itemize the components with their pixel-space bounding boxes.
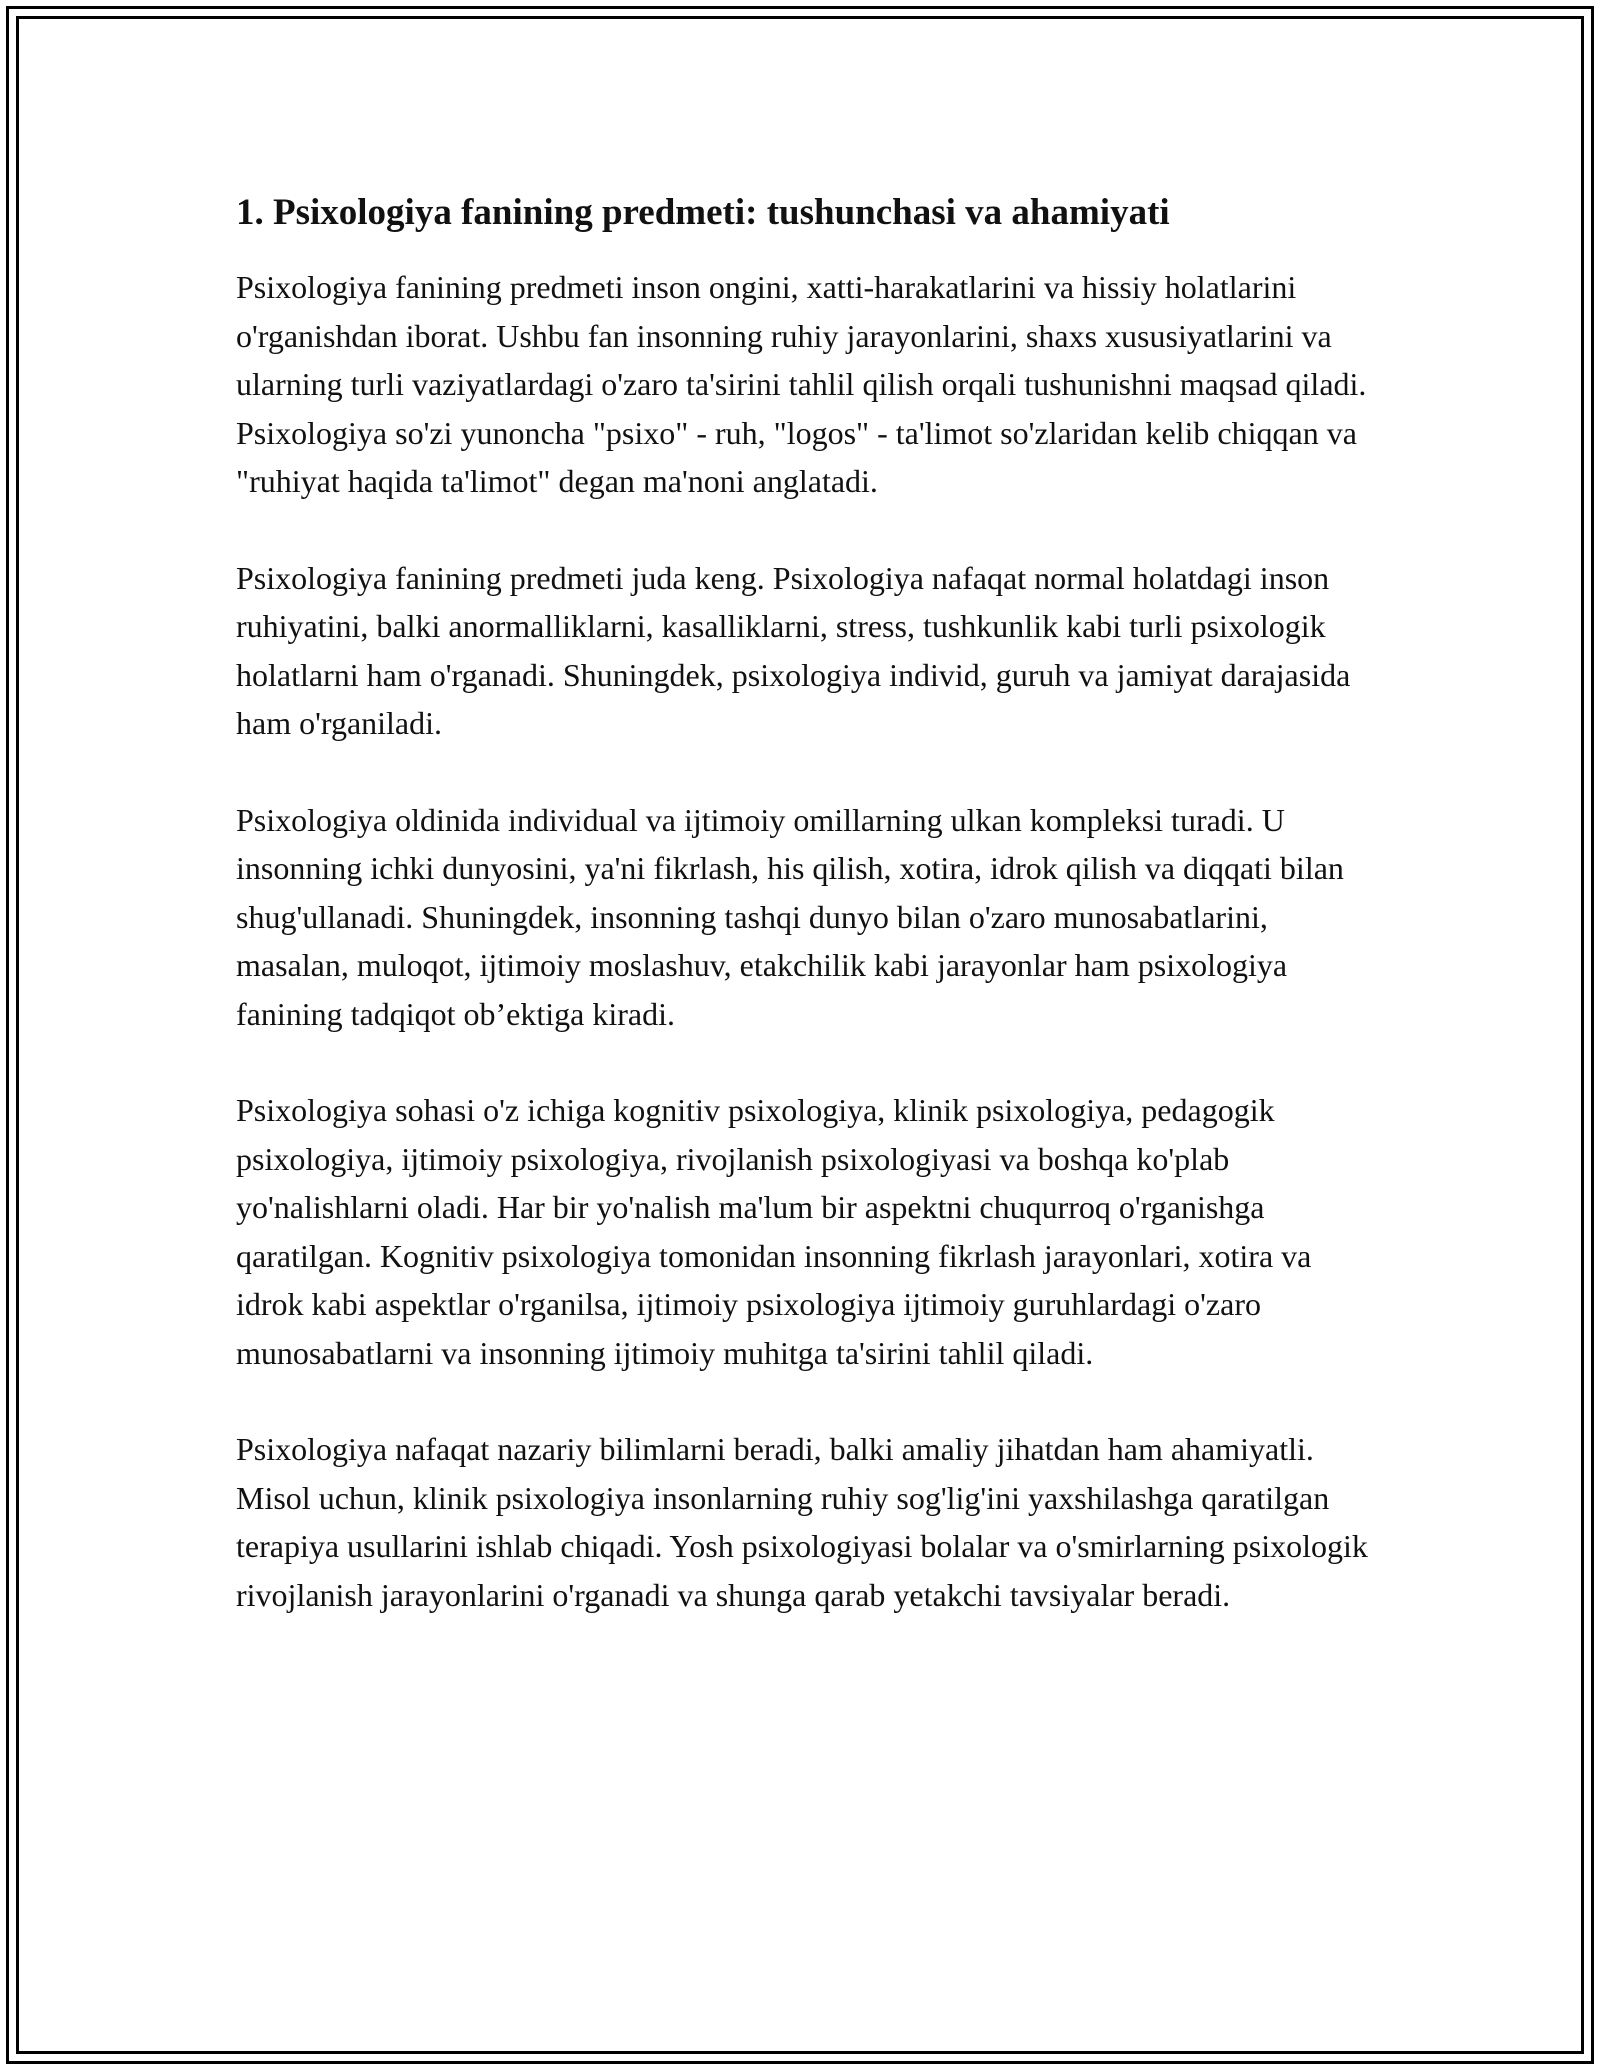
- paragraph-2: Psixologiya fanining predmeti juda keng. Psixologiya nafaqat normal holatdagi inson ruhiyatini, balki anormalliklarni, kasalliklarni, stress, tushkunlik kabi turli psixologik holatlarni ham o'rganadi. Shuningdek, psixologiya individ, guruh va jamiyat darajasida ham o'rganiladi.: [236, 559, 1351, 741]
- paragraph-4: Psixologiya sohasi o'z ichiga kognitiv psixologiya, klinik psixologiya, pedagogik psixologiya, ijtimoiy psixologiya, rivojlanish psixologiyasi va boshqa ko'plab yo'nalishlarni oladi. Har bir yo'nalish ma'lum bir aspektni chuqurroq o'rganishga qaratilgan. Kognitiv psixologiya tomonidan insonning fikrlash jarayonlari, xotira va idrok kabi aspektlar o'rganilsa, ijtimoiy psixologiya ijtimoiy guruhlardagi o'zaro munosabatlarni va insonning ijtimoiy muhitga ta'sirini tahlil qiladi.: [236, 1092, 1312, 1371]
- section-title: 1. Psixologiya fanining predmeti: tushunchasi va ahamiyati: [236, 192, 1170, 233]
- paragraph-1: Psixologiya fanining predmeti inson ongini, xatti-harakatlarini va hissiy holatlarini o'rganishdan iborat. Ushbu fan insonning ruhiy jarayonlarini, shaxs xususiyatlarini va ularning turli vaziyatlardagi o'zaro ta'sirini tahlil qilish orqali tushunishni maqsad qiladi. Psixologiya so'zi yunoncha "psixo" - ruh, "logos" - ta'limot so'zlaridan kelib chiqqan va "ruhiyat haqida ta'limot" degan ma'noni anglatadi.: [236, 269, 1367, 499]
- paragraph-5: Psixologiya nafaqat nazariy bilimlarni beradi, balki amaliy jihatdan ham ahamiyatli. Misol uchun, klinik psixologiya insonlarning ruhiy sog'lig'ini yaxshilashga qaratilgan terapiya usullarini ishlab chiqadi. Yosh psixologiyasi bolalar va o'smirlarning psixologik rivojlanish jarayonlarini o'rganadi va shunga qarab yetakchi tavsiyalar beradi.: [236, 1431, 1368, 1613]
- paragraph-3: Psixologiya oldinida individual va ijtimoiy omillarning ulkan kompleksi turadi. U insonning ichki dunyosini, ya'ni fikrlash, his qilish, xotira, idrok qilish va diqqati bilan shug'ullanadi. Shuningdek, insonning tashqi dunyo bilan o'zaro munosabatlarini, masalan, muloqot, ijtimoiy moslashuv, etakchilik kabi jarayonlar ham psixologiya fanining tadqiqot ob’ektiga kiradi.: [236, 801, 1344, 1032]
- document-body: [236, 185, 1386, 1619]
